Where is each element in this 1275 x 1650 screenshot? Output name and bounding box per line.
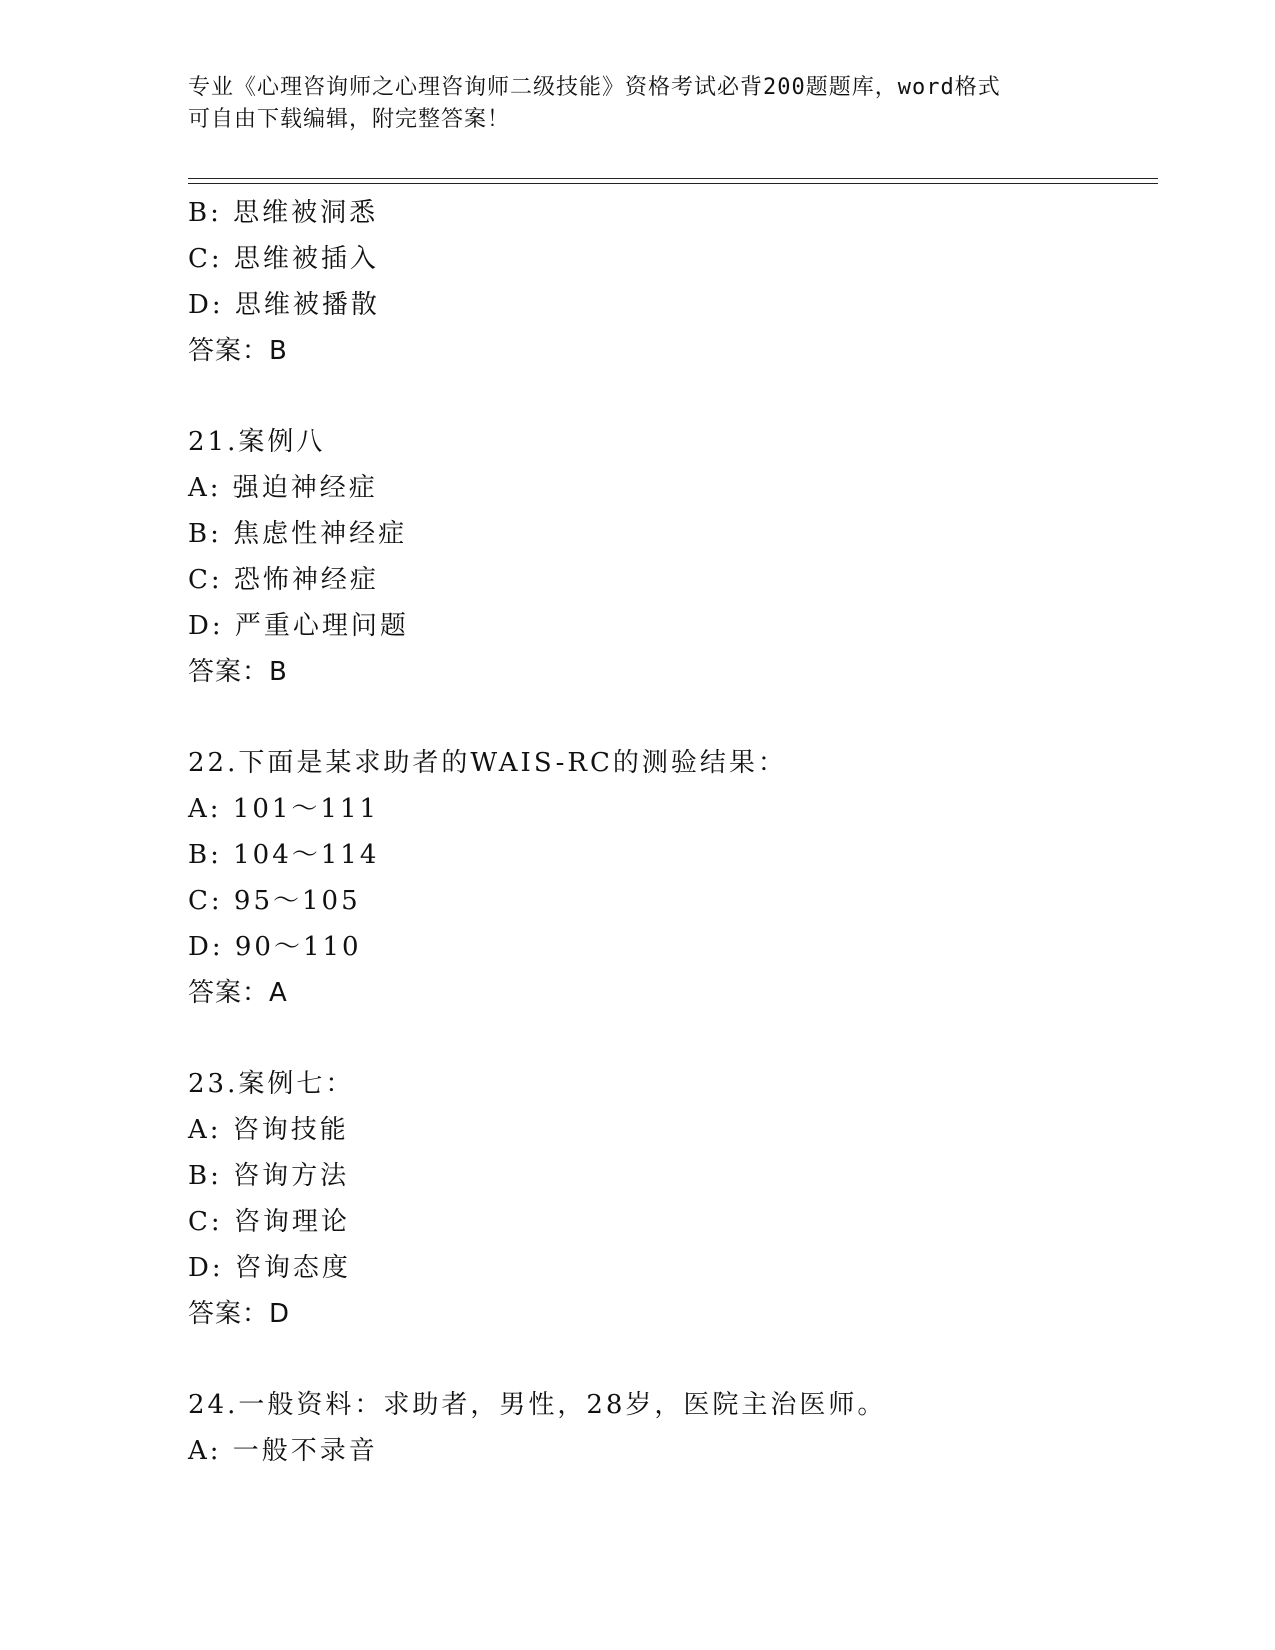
question-24 bbox=[188, 1382, 1148, 1474]
question-22 bbox=[188, 740, 1148, 1016]
option-b: B: 思维被洞悉 bbox=[188, 198, 379, 228]
option-d: D: 90～110 bbox=[188, 932, 362, 962]
option-c: C: 思维被插入 bbox=[188, 244, 379, 274]
option-c: C: 95～105 bbox=[188, 886, 361, 916]
option-b: B: 104～114 bbox=[188, 840, 380, 870]
question-stem: 21.案例八 bbox=[188, 427, 326, 457]
answer-line: 答案：B bbox=[188, 336, 288, 366]
question-continuation bbox=[188, 190, 1148, 374]
option-a: A: 101～111 bbox=[188, 794, 380, 824]
option-b: B: 咨询方法 bbox=[188, 1161, 350, 1191]
option-d: D: 咨询态度 bbox=[188, 1253, 351, 1283]
answer-line: 答案：A bbox=[188, 978, 288, 1008]
header-line-1: 专业《心理咨询师之心理咨询师二级技能》资格考试必背200题题库，word格式 bbox=[188, 75, 1001, 100]
option-a: A: 咨询技能 bbox=[188, 1115, 349, 1145]
answer-line: 答案：B bbox=[188, 657, 288, 687]
question-stem: 23.案例七： bbox=[188, 1069, 355, 1099]
header-divider-bottom bbox=[188, 183, 1158, 184]
spacer bbox=[188, 1016, 1148, 1061]
option-d: D: 严重心理问题 bbox=[188, 611, 409, 641]
question-23 bbox=[188, 1061, 1148, 1337]
spacer bbox=[188, 374, 1148, 419]
option-a: A: 强迫神经症 bbox=[188, 473, 378, 503]
header-divider-top bbox=[188, 178, 1158, 179]
option-c: C: 恐怖神经症 bbox=[188, 565, 379, 595]
spacer bbox=[188, 695, 1148, 740]
question-stem: 24.一般资料：求助者，男性，28岁，医院主治医师。 bbox=[188, 1390, 887, 1420]
document-header bbox=[188, 72, 1088, 136]
option-d: D: 思维被播散 bbox=[188, 290, 380, 320]
question-21 bbox=[188, 419, 1148, 695]
question-stem: 22.下面是某求助者的WAIS-RC的测验结果： bbox=[188, 748, 787, 778]
header-line-2: 可自由下载编辑，附完整答案！ bbox=[188, 107, 511, 132]
spacer bbox=[188, 1337, 1148, 1382]
option-b: B: 焦虑性神经症 bbox=[188, 519, 408, 549]
answer-line: 答案：D bbox=[188, 1299, 291, 1329]
question-list bbox=[188, 190, 1148, 1474]
option-a: A: 一般不录音 bbox=[188, 1436, 378, 1466]
option-c: C: 咨询理论 bbox=[188, 1207, 350, 1237]
